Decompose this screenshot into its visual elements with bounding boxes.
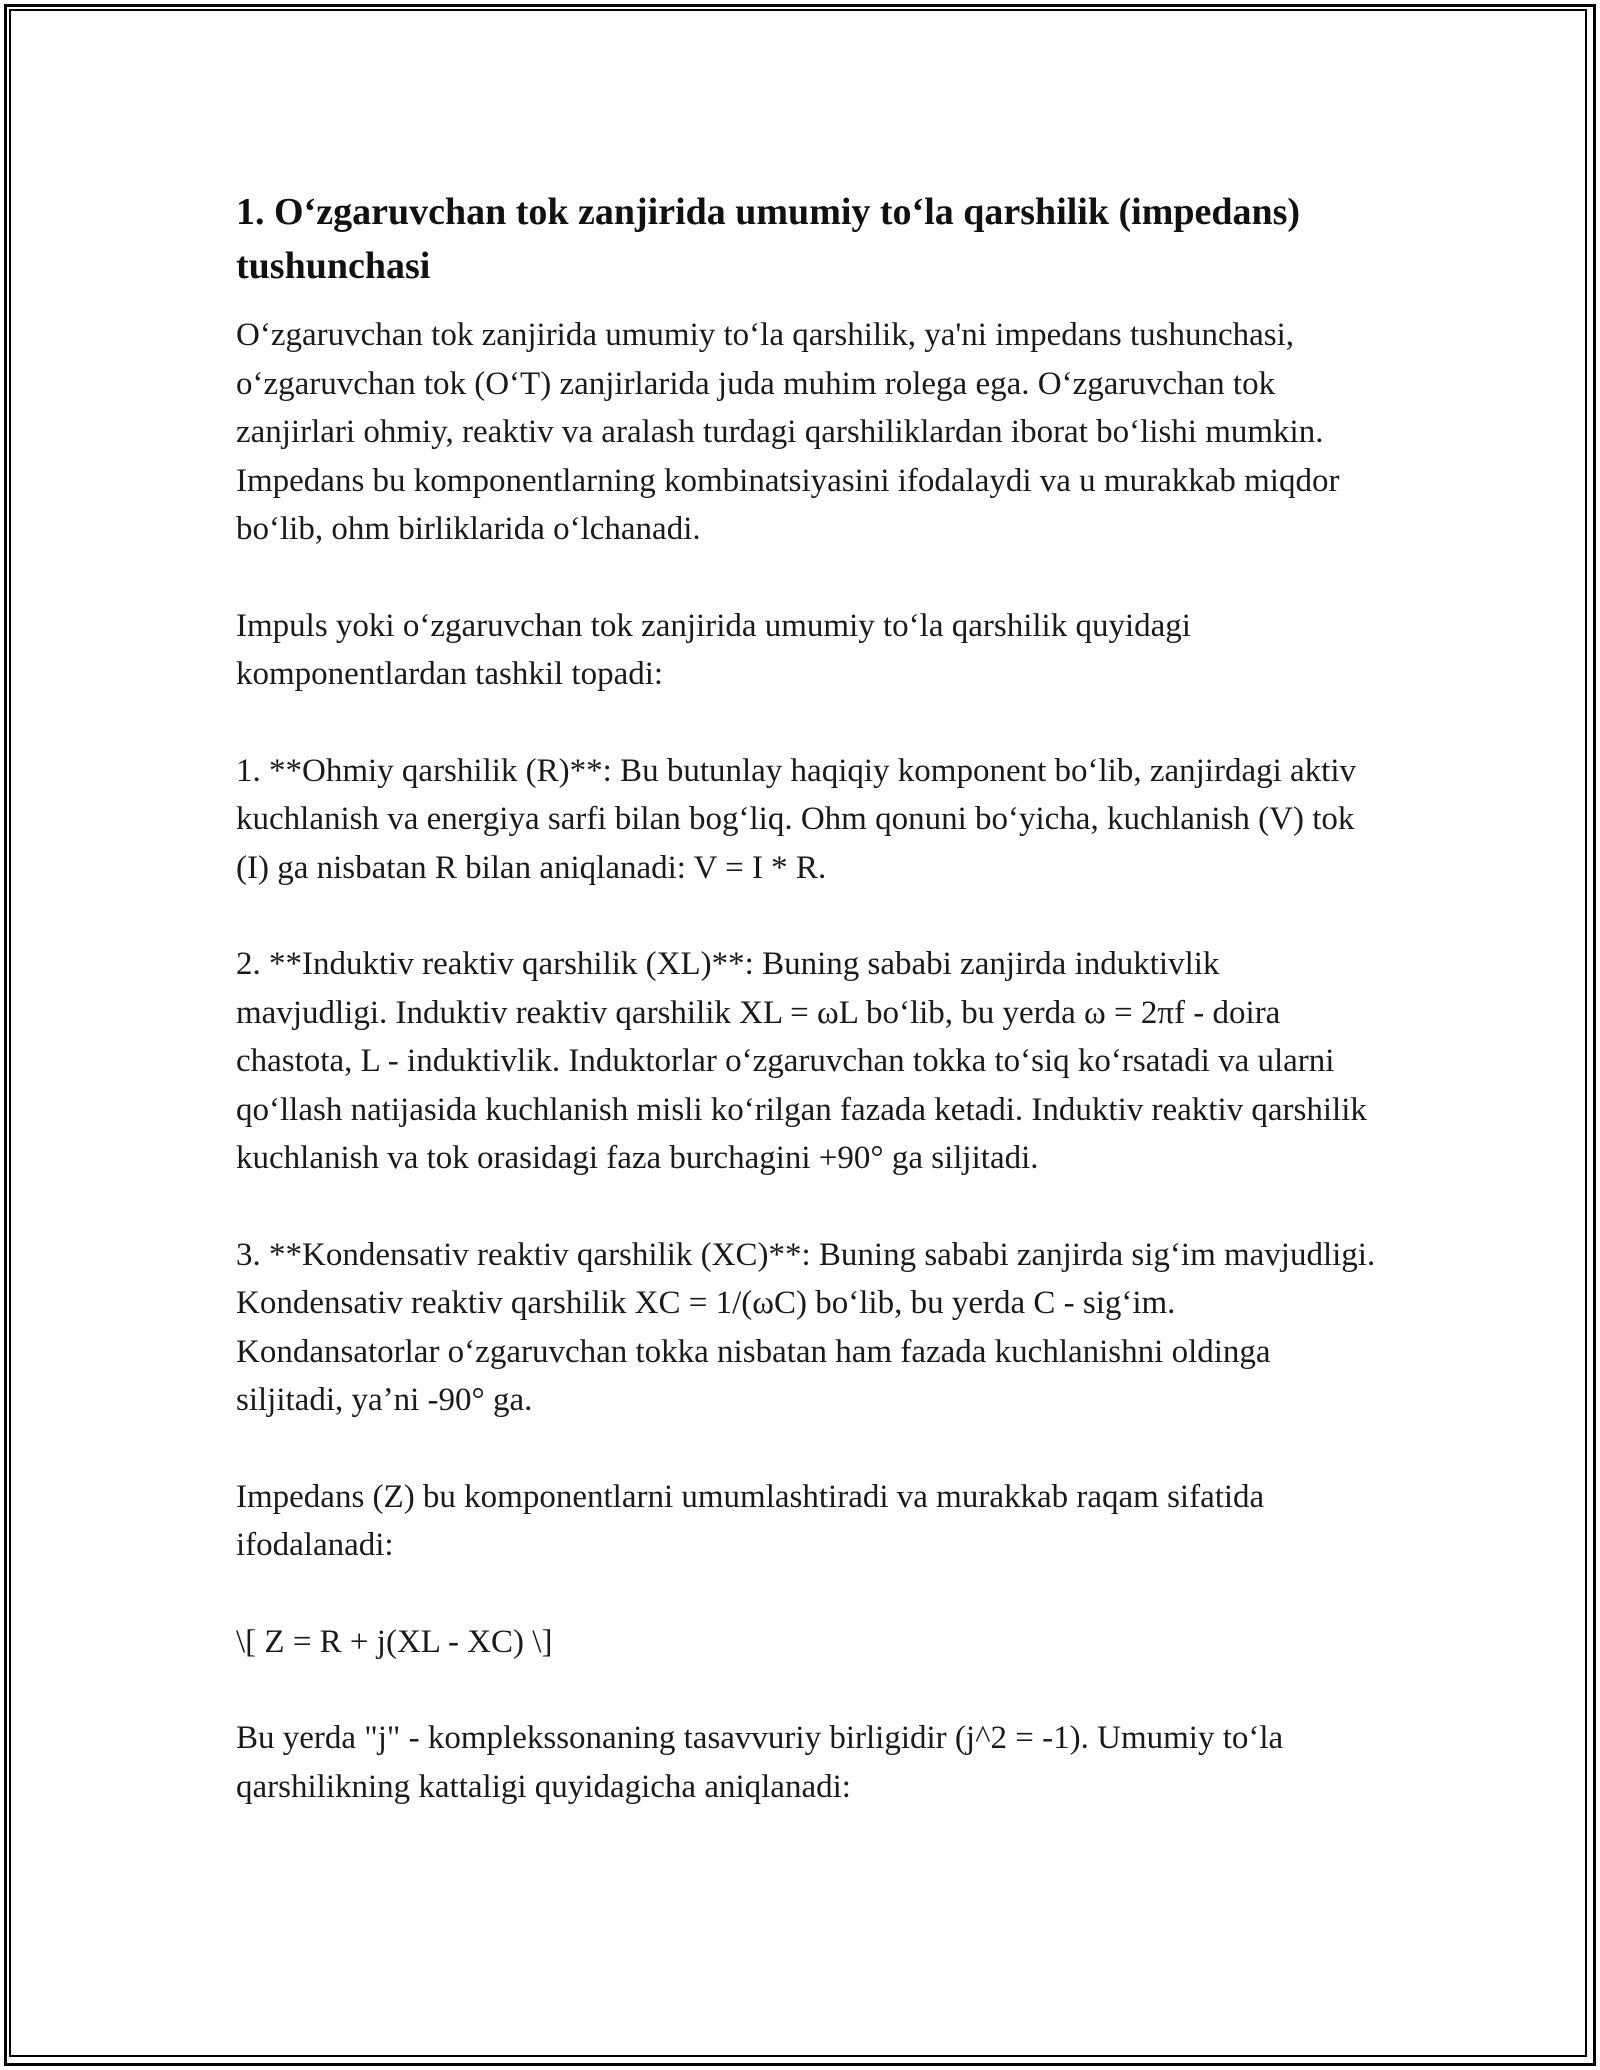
- paragraph-imaginary-unit: Bu yerda "j" - komplekssonaning tasavvuriy birligidir (j^2 = -1). Umumiy toʻla qarshilikning kattaligi quyidagicha aniqlanadi:: [236, 1720, 1284, 1805]
- section-heading: 1. Oʻzgaruvchan tok zanjirida umumiy toʻla qarshilik (impedans) tushunchasi: [236, 191, 1301, 287]
- paragraph-ohmic-resistance: 1. **Ohmiy qarshilik (R)**: Bu butunlay haqiqiy komponent boʻlib, zanjirdagi aktiv kuchlanish va energiya sarfi bilan bogʻliq. Ohm qonuni boʻyicha, kuchlanish (V) tok (I) ga nisbatan R bilan aniqlanadi: V = I * R.: [236, 752, 1357, 886]
- impedance-formula: \[ Z = R + j(XL - XC) \]: [236, 1623, 553, 1660]
- paragraph-components-intro: Impuls yoki oʻzgaruvchan tok zanjirida umumiy toʻla qarshilik quyidagi komponentlardan tashkil topadi:: [236, 607, 1191, 692]
- paragraph-capacitive-reactance: 3. **Kondensativ reaktiv qarshilik (XC)**: Buning sababi zanjirda sigʻim mavjudligi. Kondensativ reaktiv qarshilik XC = 1/(ωC) boʻlib, bu yerda C - sigʻim. Kondansatorlar oʻzgaruvchan tokka nisbatan ham fazada kuchlanishni oldinga siljitadi, yaʼni -90° ga.: [236, 1236, 1376, 1418]
- document-body: [236, 185, 1376, 1859]
- paragraph-inductive-reactance: 2. **Induktiv reaktiv qarshilik (XL)**: Buning sababi zanjirda induktivlik mavjudligi. Induktiv reaktiv qarshilik XL = ωL boʻlib, bu yerda ω = 2πf - doira chastota, L - induktivlik. Induktorlar oʻzgaruvchan tokka toʻsiq koʻrsatadi va ularni qoʻllash natijasida kuchlanish misli koʻrilgan fazada ketadi. Induktiv reaktiv qarshilik kuchlanish va tok orasidagi faza burchagini +90° ga siljitadi.: [236, 946, 1367, 1176]
- paragraph-impedance-definition: Impedans (Z) bu komponentlarni umumlashtiradi va murakkab raqam sifatida ifodalanadi:: [236, 1478, 1265, 1563]
- paragraph-intro: Oʻzgaruvchan tok zanjirida umumiy toʻla qarshilik, ya'ni impedans tushunchasi, oʻzgaruvchan tok (OʻT) zanjirlarida juda muhim rolega ega. Oʻzgaruvchan tok zanjirlari ohmiy, reaktiv va aralash turdagi qarshiliklardan iborat boʻlishi mumkin. Impedans bu komponentlarning kombinatsiyasini ifodalaydi va u murakkab miqdor boʻlib, ohm birliklarida oʻlchanadi.: [236, 317, 1340, 547]
